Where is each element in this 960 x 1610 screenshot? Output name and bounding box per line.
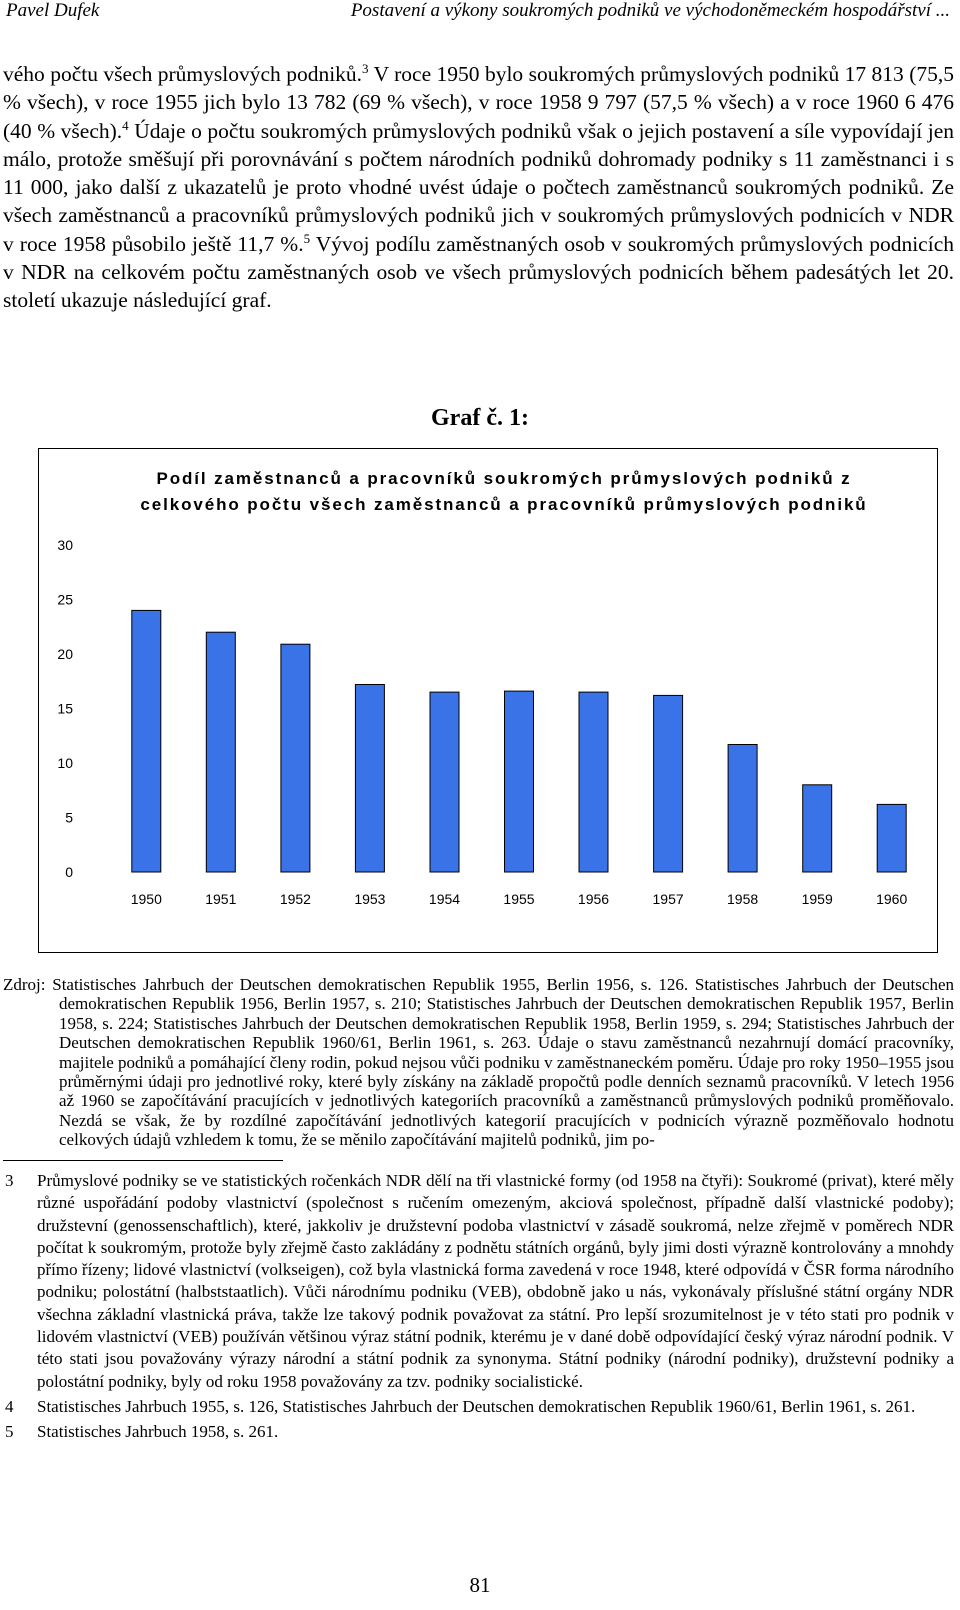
- body-text-part-4: Vývoj podílu zaměstnaných osob v soukromých průmyslových podnicích v NDR na celkovém počtu zaměstnaných osob ve všech průmyslových podnicích během padesátých let 20. století ukazuje následující graf.: [3, 231, 954, 313]
- x-tick-label: 1956: [577, 891, 610, 907]
- running-header: [0, 0, 960, 24]
- header-author: Pavel Dufek: [6, 0, 100, 21]
- y-tick-label: 30: [57, 537, 73, 553]
- bar-1955: [505, 691, 534, 872]
- chart-frame: [38, 448, 938, 953]
- footnote-5: [3, 1421, 954, 1443]
- x-axis: [131, 891, 908, 907]
- bar-1952: [281, 644, 310, 872]
- footnote-ref-5[interactable]: 5: [303, 230, 311, 246]
- header-title: Postavení a výkony soukromých podniků ve východoněmeckém hospodářství ...: [350, 0, 950, 21]
- y-tick-label: 20: [57, 646, 73, 662]
- footnote-4: [3, 1396, 954, 1418]
- bar-1957: [654, 695, 683, 872]
- x-tick-label: 1955: [503, 891, 535, 907]
- footnote-ref-4[interactable]: 4: [122, 117, 129, 133]
- y-tick-label: 15: [57, 700, 73, 717]
- bar-1956: [579, 692, 608, 872]
- y-tick-label: 10: [57, 755, 73, 771]
- footnote-3: [3, 1170, 954, 1393]
- footnote-number: 3: [5, 1171, 14, 1190]
- body-paragraph: [3, 60, 954, 315]
- y-tick-label: 5: [65, 809, 73, 826]
- body-text-part-3: Údaje o počtu soukromých průmyslových podniků však o jejich postavení a síle vypovídají jen málo, protože směšují při porovnávání s počtem národních podniků dohromady podniky s 11 zaměstnanci i s 11 000, jako další z ukazatelů je proto vhodné uvést údaje o počtech zaměstnanců soukromých podniků. Ze všech zaměstnanců a pracovníků průmyslových podniků jich v soukromých průmyslových podnicích v NDR v roce 1958 působilo ještě 11,7 %.: [3, 118, 955, 256]
- y-tick-label: 25: [57, 591, 73, 608]
- x-tick-label: 1960: [876, 891, 908, 907]
- footnote-ref-3[interactable]: 3: [362, 60, 369, 76]
- x-tick-label: 1952: [279, 891, 311, 907]
- bar-1958: [728, 745, 757, 873]
- bar-1960: [877, 804, 906, 872]
- footnotes: [3, 1170, 954, 1447]
- x-tick-label: 1951: [205, 891, 237, 907]
- x-tick-label: 1958: [727, 891, 759, 907]
- bar-1951: [206, 632, 235, 872]
- x-tick-label: 1953: [354, 891, 386, 907]
- bar-1950: [132, 610, 161, 872]
- x-tick-label: 1957: [652, 891, 684, 907]
- bar-chart: [39, 449, 939, 954]
- footnote-number: 4: [5, 1396, 14, 1416]
- y-axis: [57, 537, 73, 880]
- footnote-text: Průmyslové podniky se ve statistických ročenkách NDR dělí na tři vlastnické formy (od 1958 na čtyři): Soukromé (privat), které měly různé uspořádání podoby vlastnictví (společnost s ručením omezeným, akciová společnost, případně další vlastnické podoby); družstevní (genossenschaftlich), které, jakkoliv je družstevní podoba vlastnictví v zásadě soukromá, nelze zřejmě v poměrech NDR počítat k soukromým, protože byly zřejmě často zakládány z podnětu státních orgánů, byly jimi dosti výrazně kontrolovány a mnohdy přímo řízeny; lidové vlastnictví (volkseigen), což byla vlastnická forma zavedená v roce 1948, které odpovídá v ČSR forma národního podniku; polostátní (halbststaatlich). Vůči národnímu podniku (VEB), obdobně jako u nás, vykonávaly příslušné státní orgány NDR všechna základní vlastnická práva, takže lze takový podnik považovat za státní. Pro lepší srozumitelnost je v této stati pro podnik v lidovém vlastnictví (VEB) používán většinou výraz státní podnik, kterému je v dané době odpovídající český výraz národní podnik. V této stati jsou považovány výrazy národní a státní podnik za synonyma. Státní podniky (národní podniky), družstevní podniky a polostátní podniky, byly od roku 1958 považovány za tzv. podniky socialistické.: [37, 1171, 954, 1391]
- bar-1954: [430, 692, 459, 872]
- x-tick-label: 1954: [428, 891, 461, 907]
- bars: [132, 610, 906, 872]
- footnote-number: 5: [5, 1422, 14, 1442]
- x-tick-label: 1959: [801, 891, 833, 907]
- footnote-text: Statistisches Jahrbuch 1958, s. 261.: [37, 1422, 279, 1442]
- bar-1953: [355, 685, 384, 873]
- x-tick-label: 1950: [130, 891, 162, 907]
- body-text-part-2: V roce 1950 bylo soukromých průmyslových podniků 17 813 (75,5 % všech), v roce 1955 jich bylo 13 782 (69 % všech), v roce 1958 9 797 (57,5 % všech) a v roce 1960 6 476 (40 % všech).: [3, 62, 954, 143]
- page-number: 81: [469, 1573, 491, 1597]
- source-note: Zdroj: Statistisches Jahrbuch der Deutschen demokratischen Republik 1955, Berlin 1956, s. 126. Statistisches Jahrbuch der Deutschen demokratischen Republik 1956, Berlin 1957, s. 210; Statistisches Jahrbuch der Deutschen demokratischen Republik 1957, Berlin 1958, s. 224; Statistisches Jahrbuch der Deutschen demokratischen Republik 1958, Berlin 1959, s. 294; Statistisches Jahrbuch der Deutschen demokratischen Republik 1960/61, Berlin 1961, s. 263. Údaje o stavu zaměstnanců nezahrnují domácí pracovníky, majitele podniků a pomáhající členy rodin, pokud nejsou vůči podniku v zaměstnaneckém poměru. Údaje pro roky 1950–1955 jsou průměrnými údaji pro jednotlivé roky, které byly získány na základě propočtů podle denních seznamů pracovníků. V letech 1956 až 1960 se započítávání pracujících v jednotlivých kategoriích pracovníků a zaměstnanců průmyslových podniků proměňovalo. Nezdá se však, že by rozdílné započítávání jednotlivých kategorií pracujících v podnicích výrazně pozměňovalo hodnotu celkových údajů vzhledem k tomu, že se měnilo započítávání majitelů podniků, jim po-: [3, 975, 954, 1150]
- bar-1959: [803, 785, 832, 872]
- chart-title: Podíl zaměstnanců a pracovníků soukromých průmyslových podniků z celkového počtu všech zaměstnanců a pracovníků průmyslových podniků: [140, 469, 868, 514]
- footnote-text: Statistisches Jahrbuch 1955, s. 126, Statistisches Jahrbuch der Deutschen demokratischen Republik 1960/61, Berlin 1961, s. 261.: [37, 1396, 916, 1416]
- footnote-divider: [3, 1160, 283, 1161]
- graph-label: Graf č. 1:: [431, 405, 529, 431]
- y-tick-label: 0: [65, 864, 73, 880]
- body-text-part-1: vého počtu všech průmyslových podniků.: [3, 62, 363, 86]
